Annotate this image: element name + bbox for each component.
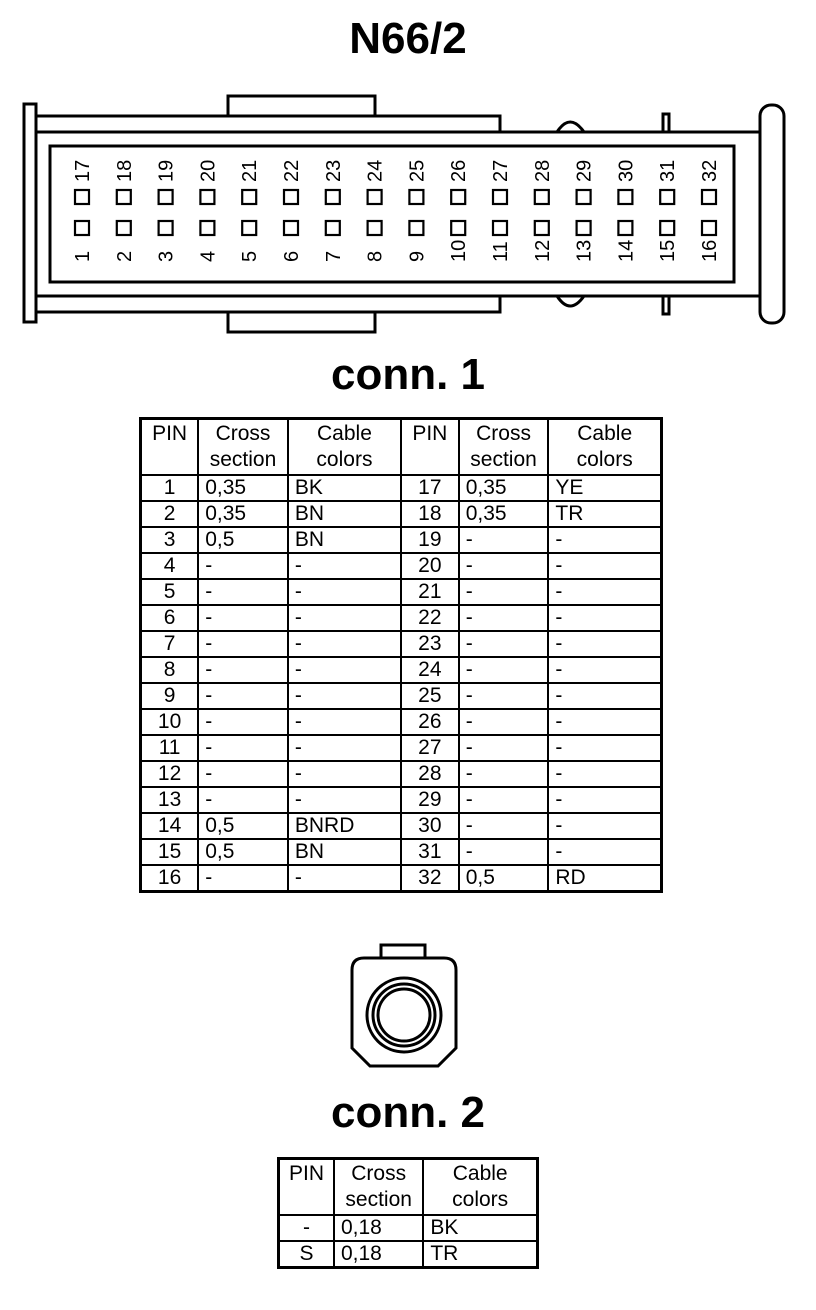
cross-section-cell: - [198, 709, 288, 735]
pin-socket [535, 221, 549, 235]
cross-section-cell: - [459, 631, 549, 657]
table-row [141, 553, 662, 579]
pin-socket [368, 190, 382, 204]
cable-color-cell: - [548, 709, 661, 735]
pin-socket [451, 221, 465, 235]
cable-color-cell: - [288, 709, 401, 735]
table-row [141, 709, 662, 735]
cable-color-cell: - [548, 683, 661, 709]
cross-section-header: Cross section [459, 419, 549, 476]
pin-cell: 8 [141, 657, 199, 683]
cable-color-cell: - [288, 865, 401, 892]
cable-color-cell: - [288, 657, 401, 683]
pin-socket [75, 221, 89, 235]
pin-socket [535, 190, 549, 204]
cable-color-cell: - [288, 735, 401, 761]
table-row [141, 605, 662, 631]
pin-socket [409, 221, 423, 235]
cross-section-cell: 0,18 [334, 1241, 423, 1268]
cable-color-cell: - [548, 787, 661, 813]
cable-color-cell: BN [288, 527, 401, 553]
pin-cell: 7 [141, 631, 199, 657]
pin-cell: 6 [141, 605, 199, 631]
connector-2-label: conn. 2 [330, 1088, 486, 1137]
pin-cell: 15 [141, 839, 199, 865]
pin-cell: 31 [401, 839, 459, 865]
pin-socket [200, 221, 214, 235]
pin-label-bottom: 8 [364, 250, 387, 262]
cross-section-cell: - [198, 631, 288, 657]
connector-2-drawing [0, 940, 816, 1080]
table-row [141, 501, 662, 527]
cross-section-cell: - [198, 735, 288, 761]
cable-color-cell: TR [548, 501, 661, 527]
pin-label-bottom: 10 [448, 239, 471, 262]
pin-header: PIN [279, 1159, 334, 1216]
table-row [141, 813, 662, 839]
cable-color-cell: - [288, 631, 401, 657]
table-row [279, 1215, 538, 1241]
pin-cell: 13 [141, 787, 199, 813]
pin-cell: 27 [401, 735, 459, 761]
pin-label-bottom: 14 [615, 239, 638, 262]
table-row [141, 683, 662, 709]
cable-color-cell: - [548, 579, 661, 605]
cross-section-cell: - [198, 553, 288, 579]
pin-label-top: 25 [406, 159, 429, 182]
pin-socket [577, 190, 591, 204]
cross-section-cell: 0,5 [459, 865, 549, 892]
pin-label-bottom: 7 [322, 250, 345, 262]
pin-label-bottom: 13 [573, 239, 596, 262]
pin-cell: 29 [401, 787, 459, 813]
cross-section-cell: 0,5 [198, 527, 288, 553]
table-row [141, 579, 662, 605]
pin-label-top: 18 [113, 159, 136, 182]
cross-section-cell: 0,5 [198, 813, 288, 839]
pin-socket [326, 221, 340, 235]
pin-label-top: 17 [72, 159, 94, 182]
cross-section-cell: - [198, 787, 288, 813]
pin-socket [368, 221, 382, 235]
table-row [141, 735, 662, 761]
table-row [141, 631, 662, 657]
connector-2-table [277, 1157, 539, 1269]
cable-color-cell: BK [288, 475, 401, 501]
pin-socket [702, 190, 716, 204]
pin-socket [75, 190, 89, 204]
pin-label-bottom: 15 [657, 239, 680, 262]
cable-color-cell: - [548, 839, 661, 865]
cross-section-cell: 0,35 [459, 475, 549, 501]
pin-label-bottom: 6 [281, 250, 303, 262]
cross-section-cell: - [198, 865, 288, 892]
pin-socket [660, 221, 674, 235]
pin-cell: 25 [401, 683, 459, 709]
cable-colors-header: Cable colors [288, 419, 401, 476]
pin-cell: 26 [401, 709, 459, 735]
pin-header: PIN [401, 419, 459, 476]
pin-cell: 19 [401, 527, 459, 553]
cross-section-cell: 0,35 [198, 501, 288, 527]
pin-label-bottom: 9 [406, 250, 429, 262]
cross-section-cell: - [459, 735, 549, 761]
cross-section-cell: - [198, 605, 288, 631]
pin-socket [493, 221, 507, 235]
pin-label-top: 24 [364, 159, 387, 182]
cable-color-cell: - [288, 605, 401, 631]
pin-cell: 20 [401, 553, 459, 579]
pin-cell: 4 [141, 553, 199, 579]
table-row [279, 1241, 538, 1268]
pin-socket [284, 221, 298, 235]
table-header-row [279, 1159, 538, 1216]
pin-label-top: 29 [573, 159, 596, 182]
pin-label-bottom: 11 [490, 241, 512, 262]
pin-cell: S [279, 1241, 334, 1268]
pin-cell: 1 [141, 475, 199, 501]
pin-label-top: 31 [657, 159, 680, 182]
pin-socket [117, 190, 131, 204]
cable-colors-header: Cable colors [548, 419, 661, 476]
pin-cell: - [279, 1215, 334, 1241]
cable-color-cell: BNRD [288, 813, 401, 839]
pin-label-bottom: 4 [197, 250, 220, 262]
cross-section-cell: - [459, 579, 549, 605]
pin-socket [618, 221, 632, 235]
table-row [141, 657, 662, 683]
pin-socket [159, 221, 173, 235]
cable-color-cell: TR [423, 1241, 537, 1268]
pin-socket [702, 221, 716, 235]
table-row [141, 787, 662, 813]
pin-label-bottom: 3 [155, 250, 178, 262]
cable-colors-header: Cable colors [423, 1159, 537, 1216]
cable-color-cell: - [548, 657, 661, 683]
pin-cell: 24 [401, 657, 459, 683]
table-row [141, 475, 662, 501]
pin-label-top: 20 [197, 159, 220, 182]
cross-section-cell: - [459, 605, 549, 631]
pin-label-bottom: 12 [531, 239, 554, 262]
table-header-row [141, 419, 662, 476]
cross-section-cell: 0,5 [198, 839, 288, 865]
pin-label-top: 19 [155, 159, 178, 182]
cross-section-cell: - [459, 553, 549, 579]
pin-socket [159, 190, 173, 204]
cross-section-cell: - [459, 813, 549, 839]
pin-label-top: 23 [322, 159, 345, 182]
pin-cell: 17 [401, 475, 459, 501]
pin-cell: 14 [141, 813, 199, 839]
pin-label-top: 26 [448, 159, 471, 182]
pin-label-top: 30 [615, 159, 638, 182]
cable-color-cell: - [548, 605, 661, 631]
pin-label-top: 32 [699, 159, 721, 182]
cable-color-cell: - [548, 553, 661, 579]
pin-socket [242, 190, 256, 204]
connector-1-label: conn. 1 [330, 350, 486, 399]
cable-color-cell: - [548, 631, 661, 657]
cable-color-cell: - [548, 813, 661, 839]
pin-socket [451, 190, 465, 204]
connector-1-drawing [0, 0, 816, 340]
pin-socket [409, 190, 423, 204]
cross-section-cell: - [459, 787, 549, 813]
pin-socket [660, 190, 674, 204]
pin-socket [117, 221, 131, 235]
pin-socket [326, 190, 340, 204]
pin-cell: 30 [401, 813, 459, 839]
pin-header: PIN [141, 419, 199, 476]
cross-section-cell: - [198, 761, 288, 787]
cable-color-cell: - [548, 761, 661, 787]
pin-socket [618, 190, 632, 204]
pin-cell: 2 [141, 501, 199, 527]
cable-color-cell: - [548, 735, 661, 761]
cross-section-cell: - [459, 683, 549, 709]
pin-cell: 3 [141, 527, 199, 553]
cable-color-cell: - [288, 579, 401, 605]
cable-color-cell: BN [288, 501, 401, 527]
cable-color-cell: - [288, 761, 401, 787]
pin-label-top: 27 [490, 159, 512, 182]
cross-section-cell: - [459, 709, 549, 735]
pin-socket [577, 221, 591, 235]
cable-color-cell: YE [548, 475, 661, 501]
cross-section-cell: 0,35 [198, 475, 288, 501]
pin-label-bottom: 1 [72, 250, 94, 262]
pin-cell: 9 [141, 683, 199, 709]
pin-cell: 5 [141, 579, 199, 605]
pin-socket [493, 190, 507, 204]
pin-cell: 28 [401, 761, 459, 787]
cross-section-cell: - [459, 761, 549, 787]
table-row [141, 839, 662, 865]
cable-color-cell: - [288, 683, 401, 709]
connector-1-table [139, 417, 663, 893]
pin-socket [200, 190, 214, 204]
pin-label-top: 22 [281, 159, 303, 182]
cross-section-cell: - [459, 527, 549, 553]
pin-cell: 32 [401, 865, 459, 892]
cross-section-cell: - [459, 839, 549, 865]
pin-socket [284, 190, 298, 204]
pin-label-bottom: 16 [699, 239, 721, 262]
cross-section-header: Cross section [198, 419, 288, 476]
pin-cell: 23 [401, 631, 459, 657]
cable-color-cell: RD [548, 865, 661, 892]
table-row [141, 527, 662, 553]
pin-label-top: 28 [531, 159, 554, 182]
cable-color-cell: BK [423, 1215, 537, 1241]
pin-cell: 18 [401, 501, 459, 527]
cable-color-cell: - [288, 553, 401, 579]
table-row [141, 761, 662, 787]
cross-section-cell: - [198, 657, 288, 683]
table-row [141, 865, 662, 892]
cross-section-cell: 0,18 [334, 1215, 423, 1241]
pin-label-bottom: 2 [113, 250, 136, 262]
cable-color-cell: - [288, 787, 401, 813]
cross-section-cell: - [459, 657, 549, 683]
pin-cell: 12 [141, 761, 199, 787]
cross-section-header: Cross section [334, 1159, 423, 1216]
pin-label-top: 21 [239, 159, 262, 182]
pin-cell: 11 [141, 735, 199, 761]
pin-socket [242, 221, 256, 235]
pin-label-bottom: 5 [239, 250, 262, 262]
cable-color-cell: - [548, 527, 661, 553]
cross-section-cell: 0,35 [459, 501, 549, 527]
page-title: N66/2 [349, 14, 467, 63]
pin-cell: 22 [401, 605, 459, 631]
cross-section-cell: - [198, 579, 288, 605]
pin-cell: 10 [141, 709, 199, 735]
pin-cell: 21 [401, 579, 459, 605]
cross-section-cell: - [198, 683, 288, 709]
cable-color-cell: BN [288, 839, 401, 865]
pin-cell: 16 [141, 865, 199, 892]
